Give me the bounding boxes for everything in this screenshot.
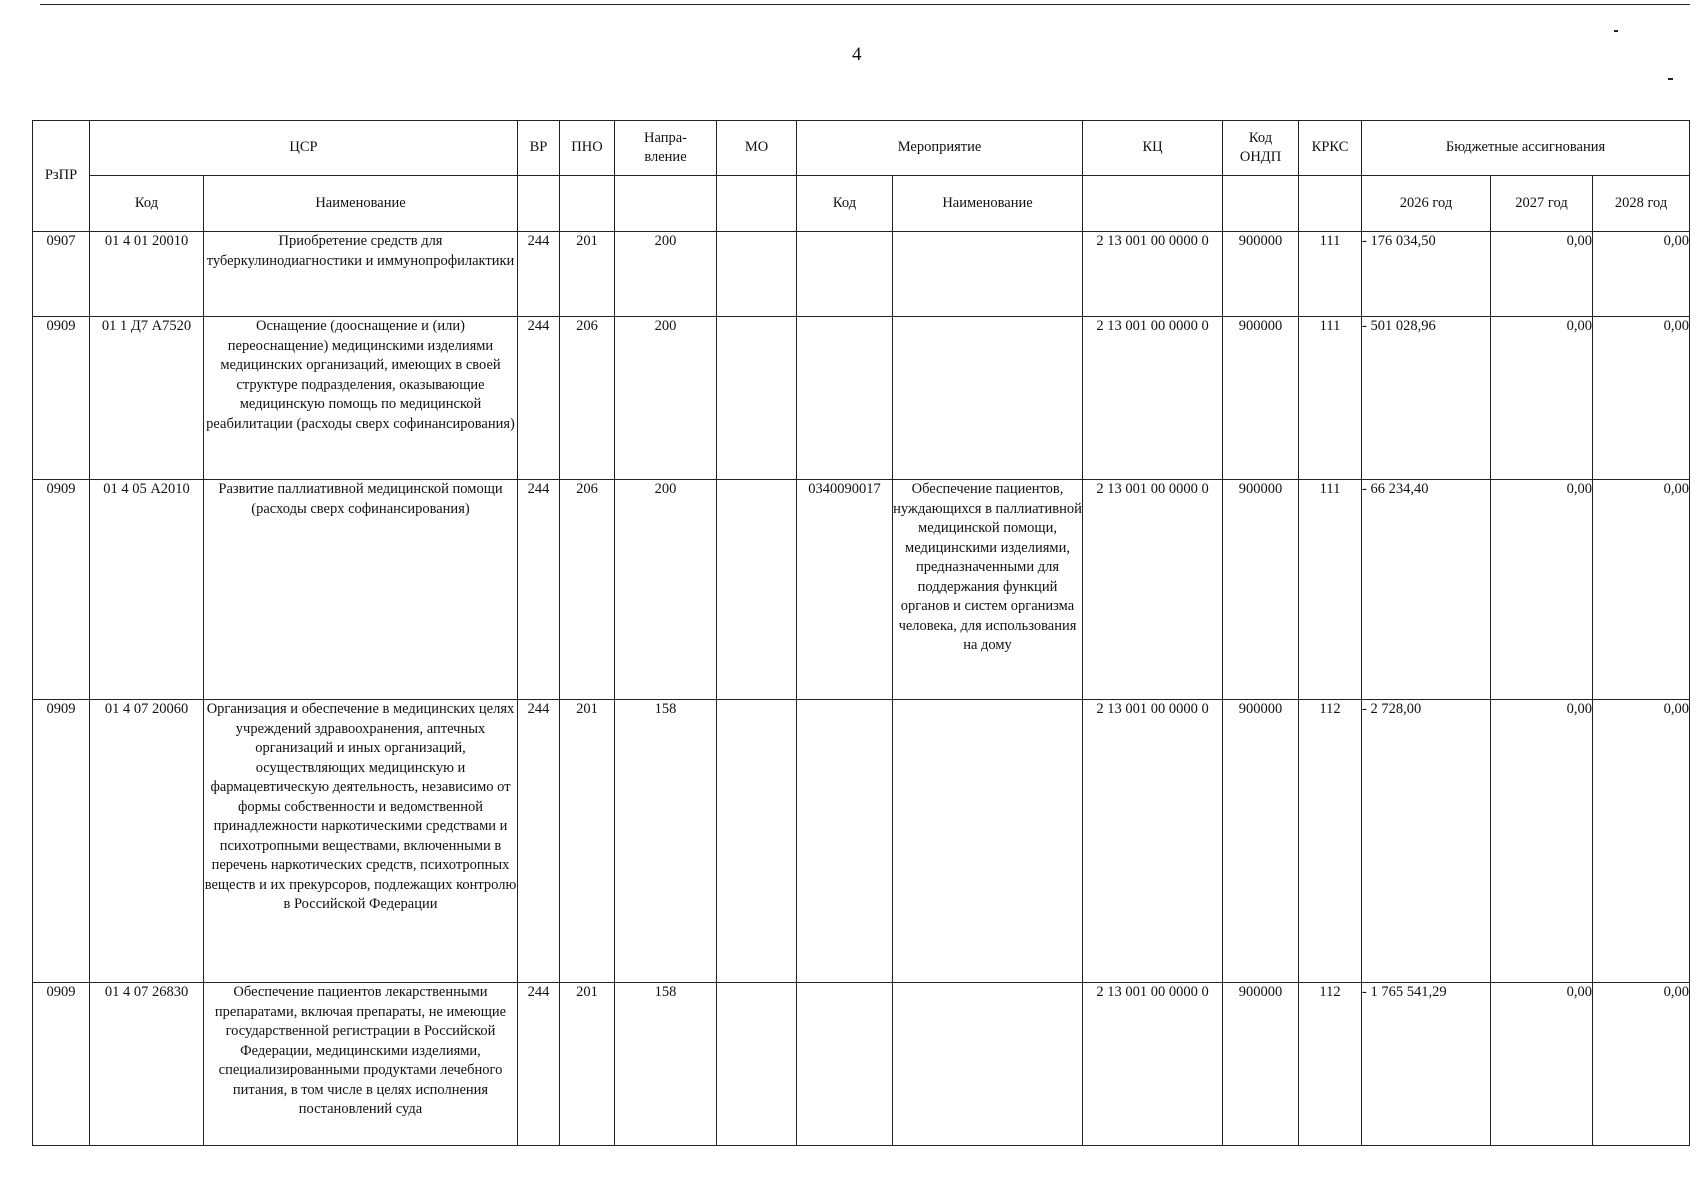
cell-rzpr: 0907 (33, 232, 90, 317)
table-row (33, 480, 1690, 700)
cell-csr-name: Развитие паллиативной медицинской помощи (расходы сверх софинансирования) (204, 480, 518, 700)
table-row (33, 317, 1690, 480)
cell-csr-name: Организация и обеспечение в медицинских целях учреждений здравоохранения, аптечных организаций и иных организаций, осуществляющих медицинскую и фармацевтическую деятельность, независимо от формы собственности и ведомственной принадлежности наркотическими средствами и психотропными веществами, включенными в перечень наркотических средств, психотропных веществ и их прекурсоров, подлежащих контролю в Российской Федерации (204, 700, 518, 983)
cell-pno: 201 (560, 700, 615, 983)
cell-pno: 201 (560, 232, 615, 317)
cell-mo (717, 700, 797, 983)
header-kc: КЦ (1083, 121, 1223, 176)
header-event-name: Наименование (893, 176, 1083, 232)
cell-event-name (893, 317, 1083, 480)
header-ondp-empty (1223, 176, 1299, 232)
cell-kc: 2 13 001 00 0000 0 (1083, 700, 1223, 983)
budget-allocation-table (32, 120, 1690, 1146)
cell-direction: 158 (615, 983, 717, 1146)
cell-2027: 0,00 (1491, 480, 1593, 700)
cell-csr-code: 01 1 Д7 А7520 (90, 317, 204, 480)
cell-event-code (797, 700, 893, 983)
header-ondp-line2: ОНДП (1239, 149, 1282, 165)
header-year-2028: 2028 год (1593, 176, 1690, 232)
cell-event-code: 0340090017 (797, 480, 893, 700)
cell-ondp: 900000 (1223, 317, 1299, 480)
cell-direction: 200 (615, 480, 717, 700)
cell-csr-code: 01 4 07 20060 (90, 700, 204, 983)
cell-kc: 2 13 001 00 0000 0 (1083, 317, 1223, 480)
cell-mo (717, 480, 797, 700)
cell-krks: 111 (1299, 232, 1362, 317)
header-csr-name: Наименование (204, 176, 518, 232)
cell-vr: 244 (518, 700, 560, 983)
cell-vr: 244 (518, 983, 560, 1146)
scan-speck (1614, 30, 1618, 32)
cell-event-name: Обеспечение пациентов, нуждающихся в паллиативной медицинской помощи, медицинскими изделиями, предназначенными для поддержания функций органов и систем организма человека, для использования на дому (893, 480, 1083, 700)
cell-event-name (893, 700, 1083, 983)
cell-csr-code: 01 4 07 26830 (90, 983, 204, 1146)
page-number: 4 (852, 44, 862, 65)
header-direction-empty (615, 176, 717, 232)
cell-2027: 0,00 (1491, 317, 1593, 480)
header-vr: ВР (518, 121, 560, 176)
table-row (33, 232, 1690, 317)
cell-kc: 2 13 001 00 0000 0 (1083, 480, 1223, 700)
header-pno: ПНО (560, 121, 615, 176)
cell-rzpr: 0909 (33, 480, 90, 700)
cell-csr-name: Приобретение средств для туберкулинодиагностики и иммунопрофилактики (204, 232, 518, 317)
cell-krks: 111 (1299, 480, 1362, 700)
cell-mo (717, 232, 797, 317)
cell-mo (717, 983, 797, 1146)
cell-ondp: 900000 (1223, 232, 1299, 317)
cell-ondp: 900000 (1223, 700, 1299, 983)
cell-direction: 158 (615, 700, 717, 983)
cell-2027: 0,00 (1491, 983, 1593, 1146)
cell-vr: 244 (518, 480, 560, 700)
cell-2026: - 176 034,50 (1362, 232, 1491, 317)
cell-2028: 0,00 (1593, 700, 1690, 983)
table-row (33, 983, 1690, 1146)
cell-vr: 244 (518, 232, 560, 317)
header-budget: Бюджетные ассигнования (1362, 121, 1690, 176)
header-direction-line2: вление (644, 149, 687, 165)
cell-krks: 111 (1299, 317, 1362, 480)
table-body (33, 232, 1690, 1146)
cell-rzpr: 0909 (33, 700, 90, 983)
header-krks-empty (1299, 176, 1362, 232)
header-event: Мероприятие (797, 121, 1083, 176)
cell-rzpr: 0909 (33, 983, 90, 1146)
cell-kc: 2 13 001 00 0000 0 (1083, 232, 1223, 317)
cell-mo (717, 317, 797, 480)
header-direction-line1: Напра- (644, 129, 687, 146)
header-ondp-line1: Код (1248, 129, 1273, 146)
cell-2026: - 2 728,00 (1362, 700, 1491, 983)
cell-2027: 0,00 (1491, 700, 1593, 983)
cell-csr-code: 01 4 01 20010 (90, 232, 204, 317)
cell-pno: 206 (560, 480, 615, 700)
cell-pno: 206 (560, 317, 615, 480)
cell-rzpr: 0909 (33, 317, 90, 480)
cell-csr-code: 01 4 05 А2010 (90, 480, 204, 700)
cell-2027: 0,00 (1491, 232, 1593, 317)
header-vr-empty (518, 176, 560, 232)
cell-event-code (797, 232, 893, 317)
header-krks: КРКС (1299, 121, 1362, 176)
cell-pno: 201 (560, 983, 615, 1146)
header-csr: ЦСР (90, 121, 518, 176)
header-ondp (1223, 121, 1299, 176)
cell-2028: 0,00 (1593, 232, 1690, 317)
header-rzpr: РзПР (33, 121, 90, 232)
cell-direction: 200 (615, 232, 717, 317)
header-direction (615, 121, 717, 176)
cell-2028: 0,00 (1593, 317, 1690, 480)
cell-krks: 112 (1299, 700, 1362, 983)
cell-event-code (797, 317, 893, 480)
cell-csr-name: Оснащение (дооснащение и (или) переоснащение) медицинскими изделиями медицинских организаций, имеющих в своей структуре подразделения, оказывающие медицинскую помощь по медицинской реабилитации (расходы сверх софинансирования) (204, 317, 518, 480)
cell-event-code (797, 983, 893, 1146)
top-rule (40, 4, 1690, 5)
cell-csr-name: Обеспечение пациентов лекарственными препаратами, включая препараты, не имеющие государственной регистрации в Российской Федерации, медицинскими изделиями, специализированными продуктами лечебного питания, в том числе в целях исполнения постановлений суда (204, 983, 518, 1146)
header-kc-empty (1083, 176, 1223, 232)
header-year-2027: 2027 год (1491, 176, 1593, 232)
cell-ondp: 900000 (1223, 480, 1299, 700)
cell-direction: 200 (615, 317, 717, 480)
cell-event-name (893, 983, 1083, 1146)
header-mo-empty (717, 176, 797, 232)
table-header (33, 121, 1690, 232)
header-event-code: Код (797, 176, 893, 232)
cell-2028: 0,00 (1593, 983, 1690, 1146)
header-csr-code: Код (90, 176, 204, 232)
header-pno-empty (560, 176, 615, 232)
scan-speck (1668, 78, 1673, 80)
header-mo: МО (717, 121, 797, 176)
cell-kc: 2 13 001 00 0000 0 (1083, 983, 1223, 1146)
cell-krks: 112 (1299, 983, 1362, 1146)
cell-event-name (893, 232, 1083, 317)
table-row (33, 700, 1690, 983)
cell-2026: - 1 765 541,29 (1362, 983, 1491, 1146)
cell-ondp: 900000 (1223, 983, 1299, 1146)
cell-2028: 0,00 (1593, 480, 1690, 700)
cell-vr: 244 (518, 317, 560, 480)
cell-2026: - 501 028,96 (1362, 317, 1491, 480)
header-year-2026: 2026 год (1362, 176, 1491, 232)
cell-2026: - 66 234,40 (1362, 480, 1491, 700)
